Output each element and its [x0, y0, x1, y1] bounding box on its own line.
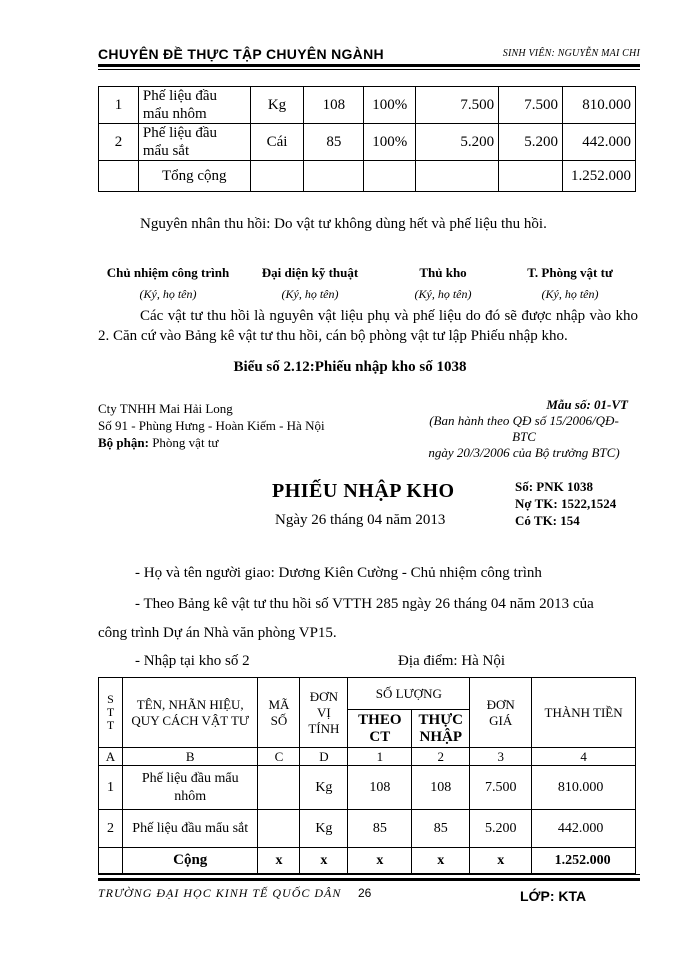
col-letter: 2 [412, 748, 470, 766]
cell-unit: Kg [300, 810, 348, 848]
col-letter: 1 [348, 748, 412, 766]
cell-code [258, 766, 300, 810]
total-amount: 1.252.000 [532, 848, 636, 874]
footer-rule-thin [98, 874, 640, 875]
doc-number: Số: PNK 1038 [515, 479, 593, 494]
table-row [99, 124, 636, 161]
company-address: Số 91 - Phùng Hưng - Hoàn Kiếm - Hà Nội [98, 418, 325, 433]
table-total-row [99, 161, 636, 192]
header-title: CHUYÊN ĐỀ THỰC TẬP CHUYÊN NGÀNH [98, 46, 384, 62]
total-price: x [470, 848, 532, 874]
cell-price: 7.500 [499, 87, 563, 124]
cell-name: Phế liệu đầu mẩu nhôm [122, 766, 258, 810]
table-row [99, 766, 636, 810]
header-row [99, 678, 636, 710]
recovered-materials-table [98, 86, 636, 192]
cell-unit: Cái [250, 124, 304, 161]
cell-price: 7.500 [470, 766, 532, 810]
total-qty-doc: x [348, 848, 412, 874]
cell-percent: 100% [364, 124, 416, 161]
cell-amount: 442.000 [532, 810, 636, 848]
doc-credit-account: Có TK: 154 [515, 513, 580, 528]
doc-debit-account: Nợ TK: 1522,1524 [515, 496, 617, 511]
basis-line-2: công trình Dự án Nhà văn phòng VP15. [98, 625, 337, 641]
cell-price: 5.200 [416, 124, 499, 161]
cell-stt: 2 [99, 810, 123, 848]
signature-role: Thủ kho [419, 265, 467, 280]
template-code: Mẫu số: 01-VT [546, 397, 628, 412]
cell-unit: Kg [250, 87, 304, 124]
doc-title: PHIẾU NHẬP KHO [272, 480, 455, 502]
body-paragraph: Các vật tư thu hồi là nguyên vật liệu phụ và phế liệu do đó sẽ được nhập vào kho 2. Căn cứ vào Bảng kê vật tư thu hồi, cán bộ phòng vật tư lập Phiếu nhập kho. [98, 308, 638, 344]
total-label: Cộng [122, 848, 258, 874]
cell-stt: 1 [99, 87, 139, 124]
total-label: Tổng cộng [138, 161, 250, 192]
header-stt: S T T [99, 678, 123, 748]
col-letter: 3 [470, 748, 532, 766]
signature-role: Chủ nhiệm công trình [106, 265, 230, 280]
cell-qty-doc: 108 [348, 766, 412, 810]
footer-rule-thick [98, 878, 640, 881]
receipt-table [98, 677, 636, 874]
signature-role: T. Phòng vật tư [527, 265, 613, 280]
signature-note: (Ký, họ tên) [139, 287, 197, 301]
cell-qty-doc: 85 [348, 810, 412, 848]
table-total-row [99, 848, 636, 874]
footer-university: TRƯỜNG ĐẠI HỌC KINH TẾ QUỐC DÂN [98, 886, 342, 900]
header-code: MÃ SỐ [258, 678, 300, 748]
header-qty-actual: THỰC NHẬP [412, 710, 470, 748]
cell-qty-actual: 85 [412, 810, 470, 848]
cell-name: Phế liệu đầu mẩu nhôm [138, 87, 250, 124]
total-code: x [258, 848, 300, 874]
cell-code [258, 810, 300, 848]
table-row [99, 87, 636, 124]
col-letter: D [300, 748, 348, 766]
cell-stt: 2 [99, 124, 139, 161]
reason-text: Nguyên nhân thu hồi: Do vật tư không dùng hết và phế liệu thu hồi. [140, 216, 547, 232]
cell-total: 442.000 [562, 124, 635, 161]
col-letter: A [99, 748, 123, 766]
cell-qty-actual: 108 [412, 766, 470, 810]
cell-stt: 1 [99, 766, 123, 810]
header-price: ĐƠN GIÁ [470, 678, 532, 748]
deliverer-line: - Họ và tên người giao: Dương Kiên Cường - Chủ nhiệm công trình [135, 565, 542, 581]
template-decree: (Ban hành theo QĐ số 15/2006/QĐ-BTC [429, 413, 619, 444]
department-value: Phòng vật tư [152, 435, 219, 450]
cell-amount: 810.000 [532, 766, 636, 810]
cell-unit: Kg [300, 766, 348, 810]
cell-percent: 100% [364, 87, 416, 124]
header-rule-thin [98, 69, 640, 70]
cell-total: 810.000 [562, 87, 635, 124]
letters-row [99, 748, 636, 766]
page-number: 26 [358, 886, 372, 900]
cell-qty: 85 [304, 124, 364, 161]
header-quantity: SỐ LƯỢNG [348, 678, 470, 710]
department-label: Bộ phận: [98, 435, 149, 450]
footer-class: LỚP: KTA [520, 888, 587, 904]
col-letter: 4 [532, 748, 636, 766]
cell-name: Phế liệu đầu mẩu sắt [138, 124, 250, 161]
cell-qty: 108 [304, 87, 364, 124]
company-department [98, 435, 218, 451]
header-rule-thick [98, 64, 640, 67]
total-unit: x [300, 848, 348, 874]
col-letter: C [258, 748, 300, 766]
total-value: 1.252.000 [562, 161, 635, 192]
cell-price: 5.200 [470, 810, 532, 848]
basis-line-1: - Theo Bảng kê vật tư thu hồi số VTTH 285 ngày 26 tháng 04 năm 2013 của [135, 596, 594, 612]
template-decree-date: ngày 20/3/2006 của Bộ trưởng BTC) [428, 445, 620, 460]
header-student: SINH VIÊN: NGUYỄN MAI CHI [502, 48, 640, 59]
form-caption: Biểu số 2.12:Phiếu nhập kho số 1038 [233, 359, 467, 375]
header-amount: THÀNH TIỀN [532, 678, 636, 748]
cell-price: 5.200 [499, 124, 563, 161]
doc-date: Ngày 26 tháng 04 năm 2013 [275, 512, 446, 528]
header-name: TÊN, NHÃN HIỆU, QUY CÁCH VẬT TƯ [122, 678, 258, 748]
table-row [99, 810, 636, 848]
header-qty-doc: THEO CT [348, 710, 412, 748]
doc-accounts [515, 478, 616, 529]
template-block [420, 397, 628, 461]
header-unit: ĐƠN VỊ TÍNH [300, 678, 348, 748]
signature-note: (Ký, họ tên) [281, 287, 339, 301]
cell-price: 7.500 [416, 87, 499, 124]
cell-name: Phế liệu đầu mẩu sắt [122, 810, 258, 848]
signature-note: (Ký, họ tên) [541, 287, 599, 301]
company-name: Cty TNHH Mai Hải Long [98, 401, 233, 416]
warehouse-line: - Nhập tại kho số 2 [135, 653, 250, 669]
col-letter: B [122, 748, 258, 766]
total-qty-actual: x [412, 848, 470, 874]
signature-role: Đại diện kỹ thuật [261, 265, 359, 280]
signature-note: (Ký, họ tên) [414, 287, 472, 301]
location-line: Địa điểm: Hà Nội [398, 653, 506, 669]
